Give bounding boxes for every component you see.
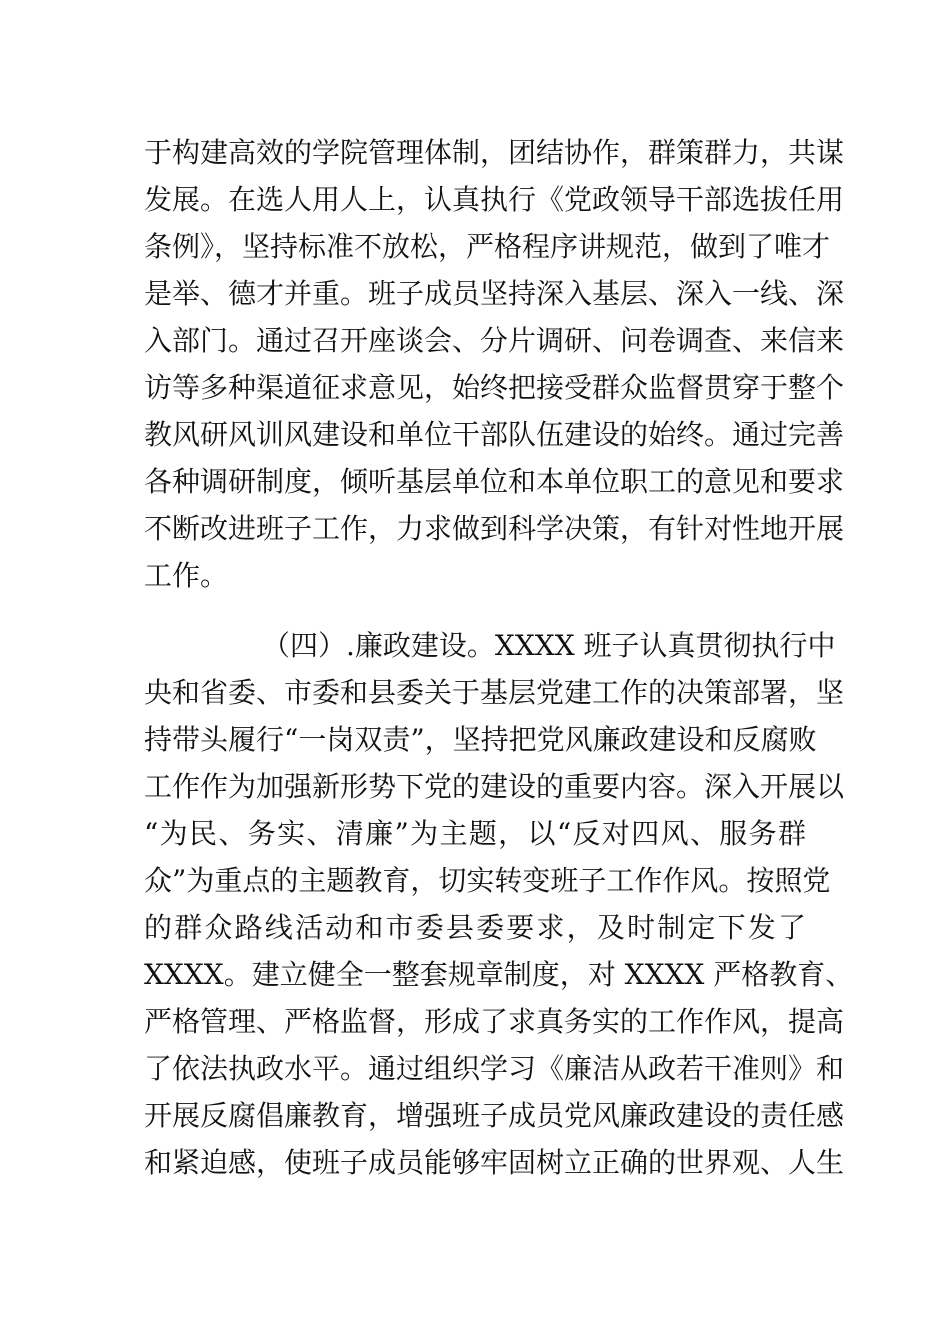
text-line-22: 和紧迫感，使班子成员能够牢固树立正确的世界观、人生 [144, 1146, 845, 1179]
text-line-17: 的群众路线活动和市委县委要求，及时制定下发了 [144, 911, 806, 944]
text-line-16: 众”为重点的主题教育，切实转变班子工作作风。按照党 [144, 864, 831, 897]
text-line-3: 条例》，坚持标准不放松，严格程序讲规范，做到了唯才 [144, 230, 831, 263]
text-line-8: 各种调研制度，倾听基层单位和本单位职工的意见和要求 [144, 465, 845, 498]
text-line-2: 发展。在选人用人上，认真执行《党政领导干部选拔任用 [144, 183, 845, 216]
text-line-18: XXXX。建立健全一整套规章制度，对 XXXX 严格教育、 [144, 958, 854, 991]
text-line-13: 持带头履行“一岗双责”，坚持把党风廉政建设和反腐败 [144, 723, 817, 756]
text-line-1: 于构建高效的学院管理体制，团结协作，群策群力，共谋 [144, 136, 845, 169]
text-line-4: 是举、德才并重。班子成员坚持深入基层、深入一线、深 [144, 277, 845, 310]
text-line-14: 工作作为加强新形势下党的建设的重要内容。深入开展以 [144, 770, 845, 803]
text-line-6: 访等多种渠道征求意见，始终把接受群众监督贯穿于整个 [144, 371, 845, 404]
text-line-20: 了依法执政水平。通过组织学习《廉洁从政若干准则》和 [144, 1052, 845, 1085]
text-line-7: 教风研风训风建设和单位干部队伍建设的始终。通过完善 [144, 418, 845, 451]
text-line-5: 入部门。通过召开座谈会、分片调研、问卷调查、来信来 [144, 324, 845, 357]
text-line-15: “为民、务实、清廉”为主题，以“反对四风、服务群 [144, 817, 806, 850]
text-line-9: 不断改进班子工作，力求做到科学决策，有针对性地开展 [144, 512, 845, 545]
text-line-12: 央和省委、市委和县委关于基层党建工作的决策部署，坚 [144, 676, 845, 709]
section-heading-line: （四）.廉政建设。XXXX 班子认真贯彻执行中 [262, 629, 836, 662]
text-line-10: 工作。 [144, 559, 229, 592]
text-line-21: 开展反腐倡廉教育，增强班子成员党风廉政建设的责任感 [144, 1099, 845, 1132]
text-line-19: 严格管理、严格监督，形成了求真务实的工作作风，提高 [144, 1005, 845, 1038]
